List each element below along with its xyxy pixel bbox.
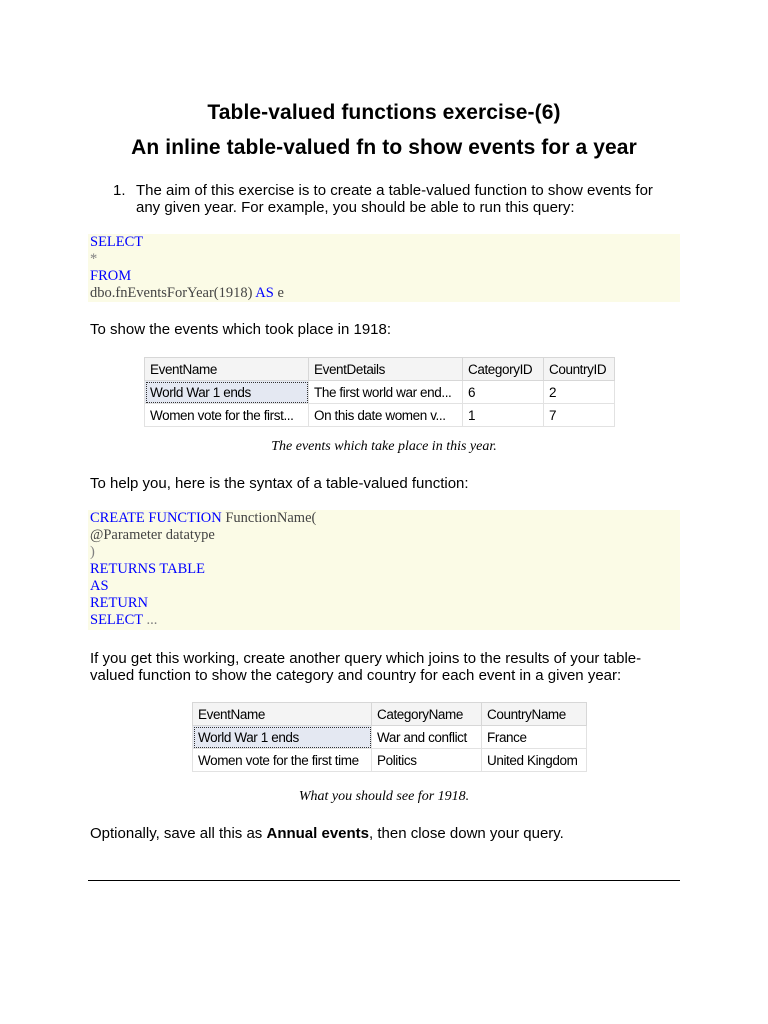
code-as-keyword: AS bbox=[90, 578, 109, 594]
grid-cell[interactable]: The first world war end... bbox=[309, 381, 463, 404]
grid1-col-categoryid[interactable]: CategoryID bbox=[463, 358, 544, 381]
grid-cell[interactable]: 2 bbox=[544, 381, 615, 404]
grid-cell[interactable]: Women vote for the first... bbox=[145, 404, 309, 427]
optional-bold-name: Annual events bbox=[266, 825, 370, 842]
step-text-line-2: any given year. For example, you should be able to run this query: bbox=[136, 199, 575, 216]
grid-cell[interactable]: France bbox=[482, 726, 587, 749]
code-function-name: FunctionName( bbox=[221, 510, 317, 526]
code-fn-call-line bbox=[90, 285, 680, 302]
code-as: AS bbox=[255, 285, 274, 301]
footer-divider bbox=[88, 880, 680, 881]
grid-cell[interactable]: 1 bbox=[463, 404, 544, 427]
code-select-line bbox=[90, 612, 680, 629]
example-query-code-block bbox=[88, 234, 680, 302]
grid-cell[interactable]: 6 bbox=[463, 381, 544, 404]
grid-cell[interactable]: World War 1 ends bbox=[193, 726, 372, 749]
grid2-col-categoryname[interactable]: CategoryName bbox=[372, 703, 482, 726]
table-row bbox=[193, 749, 587, 772]
grid-cell[interactable]: War and conflict bbox=[372, 726, 482, 749]
join-line-1: If you get this working, create another query which joins to the results of your table- bbox=[90, 650, 642, 667]
figure-caption-2: What you should see for 1918. bbox=[298, 789, 470, 804]
code-star: * bbox=[90, 251, 98, 267]
grid-cell[interactable]: On this date women v... bbox=[309, 404, 463, 427]
optional-after: , then close down your query. bbox=[369, 825, 564, 842]
grid1-col-eventname[interactable]: EventName bbox=[145, 358, 309, 381]
grid1-col-countryid[interactable]: CountryID bbox=[544, 358, 615, 381]
intro-events-text: To show the events which took place in 1918: bbox=[90, 321, 392, 338]
table-row bbox=[193, 726, 587, 749]
step-number: 1. bbox=[113, 182, 126, 199]
code-create-function: CREATE FUNCTION bbox=[90, 510, 222, 526]
code-parameter: @Parameter datatype bbox=[90, 527, 215, 543]
code-close-paren: ) bbox=[90, 544, 95, 560]
optional-save-text bbox=[90, 825, 564, 842]
join-instructions bbox=[90, 650, 690, 684]
syntax-code-block bbox=[88, 510, 680, 630]
page-title: Table-valued functions exercise-(6) bbox=[207, 101, 561, 124]
page-subtitle: An inline table-valued fn to show events for a year bbox=[131, 136, 637, 159]
category-country-result-grid bbox=[192, 702, 587, 772]
step-text-line-1: The aim of this exercise is to create a table-valued function to show events for bbox=[136, 182, 653, 199]
grid2-col-countryname[interactable]: CountryName bbox=[482, 703, 587, 726]
grid-cell[interactable]: World War 1 ends bbox=[145, 381, 309, 404]
table-row bbox=[145, 381, 615, 404]
code-returns-table: RETURNS TABLE bbox=[90, 561, 205, 577]
code-return: RETURN bbox=[90, 595, 148, 611]
code-ellipsis: ... bbox=[142, 612, 158, 628]
grid2-col-eventname[interactable]: EventName bbox=[193, 703, 372, 726]
grid-cell[interactable]: 7 bbox=[544, 404, 615, 427]
grid-cell[interactable]: Women vote for the first time bbox=[193, 749, 372, 772]
grid-cell[interactable]: Politics bbox=[372, 749, 482, 772]
figure-caption-1: The events which take place in this year. bbox=[271, 439, 497, 454]
step-text bbox=[136, 182, 696, 216]
join-line-2: valued function to show the category and country for each event in a given year: bbox=[90, 667, 622, 684]
code-from: FROM bbox=[90, 268, 132, 284]
code-select: SELECT bbox=[90, 234, 144, 250]
grid-cell[interactable]: United Kingdom bbox=[482, 749, 587, 772]
code-alias: e bbox=[273, 285, 284, 301]
grid-header-row bbox=[193, 703, 587, 726]
code-select-keyword: SELECT bbox=[90, 612, 143, 628]
events-result-grid bbox=[144, 357, 615, 427]
optional-before: Optionally, save all this as bbox=[90, 825, 267, 842]
grid1-col-eventdetails[interactable]: EventDetails bbox=[309, 358, 463, 381]
code-fn-call: dbo.fnEventsForYear(1918) bbox=[90, 285, 256, 301]
intro-syntax-text: To help you, here is the syntax of a table-valued function: bbox=[90, 475, 469, 492]
table-row bbox=[145, 404, 615, 427]
code-create-line bbox=[90, 510, 680, 527]
grid-header-row bbox=[145, 358, 615, 381]
